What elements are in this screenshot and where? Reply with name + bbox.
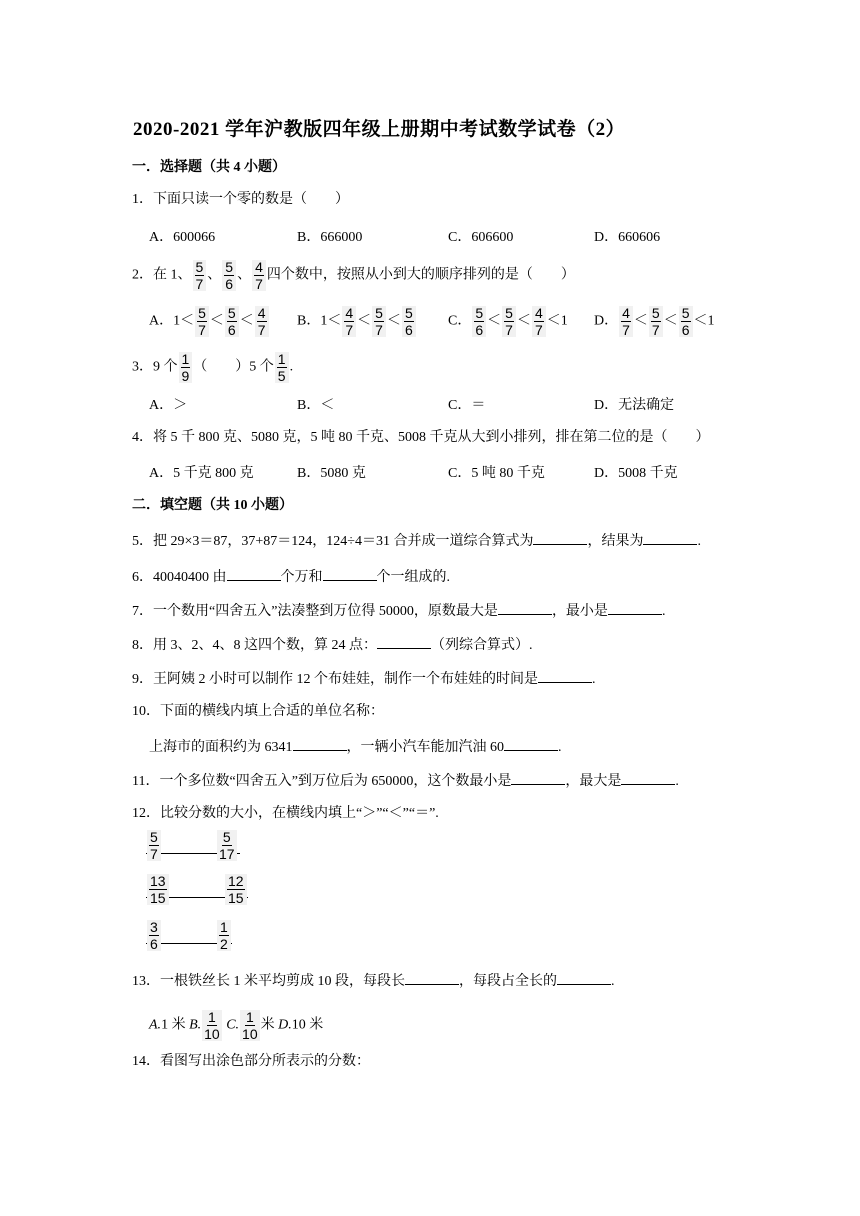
fraction: $\frac{13}{15}$ (147, 874, 169, 905)
q2-suffix: 四个数中，按照从小到大的顺序排列的是（ ） (266, 267, 575, 283)
question-1: 1．下面只读一个零的数是（ ） (132, 192, 349, 207)
answer-blank[interactable] (557, 970, 611, 985)
answer-blank[interactable] (533, 530, 587, 545)
answer-blank[interactable] (405, 970, 459, 985)
answer-blank[interactable] (293, 736, 347, 751)
fraction: $\frac{3}{6}$ (147, 920, 161, 951)
answer-blank[interactable] (323, 566, 377, 581)
compare-row-1 (146, 830, 256, 870)
q4-option-b[interactable]: B．5080 克 (297, 466, 366, 481)
q1-option-b[interactable]: B．666000 (297, 230, 363, 245)
fraction: $\frac{5}{6}$ (225, 306, 239, 337)
fraction: $\frac{1}{9}$ (179, 352, 193, 383)
fraction: $\frac{5}{7}$ (649, 306, 663, 337)
q1-option-d[interactable]: D．660606 (594, 230, 661, 245)
answer-blank[interactable] (227, 566, 281, 581)
fraction: $\frac{5}{17}$ (219, 829, 235, 862)
q2-option-d[interactable]: D． $\frac{4}{7}$ ＜ $\frac{5}{7}$ ＜ $\frac{5}{6}$ ＜1 (594, 305, 715, 338)
q2-option-c[interactable]: C． $\frac{5}{6}$ ＜ $\frac{5}{7}$ ＜ $\frac{4}{7}$ ＜1 (448, 305, 568, 338)
fraction: $\frac{1}{10}$ (204, 1009, 220, 1042)
question-13-options: A.1 米 B. $\frac{1}{10}$ C. $\frac{1}{10}$ 米 D.10 米 (149, 1009, 324, 1042)
question-10: 10．下面的横线内填上合适的单位名称： (132, 704, 384, 719)
fraction: $\frac{1}{2}$ (217, 920, 231, 951)
question-12: 12．比较分数的大小，在横线内填上“＞”“＜”“＝”. (132, 806, 439, 821)
fraction: $\frac{4}{7}$ (532, 306, 546, 337)
fraction: $\frac{1}{10}$ (242, 1009, 258, 1042)
question-5: 5．把 29×3＝87，37+87＝124，124÷4＝31 合并成一道综合算式为 ，结果为 . (132, 530, 701, 552)
answer-blank[interactable] (504, 736, 558, 751)
q3-option-a[interactable]: A．＞ (149, 398, 188, 413)
answer-blank[interactable] (608, 600, 662, 615)
fraction: $\frac{5}{6}$ (679, 306, 693, 337)
q4-option-a[interactable]: A．5 千克 800 克 (149, 466, 254, 481)
fraction: $\frac{5}{7}$ (195, 306, 209, 337)
question-7: 7．一个数用“四舍五入”法凑整到万位得 50000，原数最大是 ，最小是 . (132, 600, 665, 622)
q3-option-d[interactable]: D．无法确定 (594, 398, 675, 413)
question-3: 3．9 个 $\frac{1}{9}$ （ ）5 个 $\frac{1}{5}$ . (132, 351, 294, 384)
fraction: $\frac{5}{7}$ (372, 306, 386, 337)
question-14: 14．看图写出涂色部分所表示的分数： (132, 1054, 370, 1069)
question-6: 6．40040400 由 个万和 个一组成的. (132, 566, 450, 588)
answer-blank[interactable] (621, 770, 675, 785)
question-13: 13．一根铁丝长 1 米平均剪成 10 段，每段长 ，每段占全长的 . (132, 970, 615, 992)
section-heading-fill: 二．填空题（共 10 小题） (132, 498, 293, 513)
fraction: $\frac{5}{6}$ (472, 306, 486, 337)
q13-option-d-label[interactable]: D. (278, 1017, 292, 1033)
answer-blank[interactable] (377, 634, 431, 649)
q1-option-a[interactable]: A．600066 (149, 230, 216, 245)
answer-blank[interactable] (511, 770, 565, 785)
fraction: $\frac{4}{7}$ (619, 306, 633, 337)
fraction: $\frac{1}{5}$ (275, 352, 289, 383)
section-heading-choice: 一．选择题（共 4 小题） (132, 160, 286, 175)
fraction: $\frac{5}{7}$ (502, 306, 516, 337)
q13-option-b-label[interactable]: B. (189, 1017, 202, 1033)
fraction: $\frac{12}{15}$ (225, 874, 247, 905)
compare-row-2 (146, 874, 256, 914)
fraction: $\frac{5}{6}$ (222, 260, 236, 291)
fraction: $\frac{5}{7}$ (147, 830, 161, 861)
answer-blank[interactable] (643, 530, 697, 545)
question-9: 9．王阿姨 2 小时可以制作 12 个布娃娃，制作一个布娃娃的时间是 . (132, 668, 596, 690)
q3-option-c[interactable]: C．＝ (448, 398, 486, 413)
page-title: 2020-2021 学年沪教版四年级上册期中考试数学试卷（2） (133, 119, 626, 140)
question-2: 2．在 1、 $\frac{5}{7}$ 、 $\frac{5}{6}$ 、 $\frac{4}{7}$ 四个数中，按照从小到大的顺序排列的是（ ） (132, 259, 575, 292)
q2-prefix: 2．在 1、 (132, 267, 192, 283)
q2-option-a[interactable]: A．1＜ $\frac{5}{7}$ ＜ $\frac{5}{6}$ ＜ $\frac{4}{7}$ (149, 306, 270, 337)
q2-option-b[interactable]: B．1＜ $\frac{4}{7}$ ＜ $\frac{5}{7}$ ＜ $\frac{5}{6}$ (297, 306, 417, 337)
question-10-body: 上海市的面积约为 6341 ，一辆小汽车能加汽油 60 . (149, 736, 562, 758)
fraction: $\frac{4}{7}$ (252, 260, 266, 291)
answer-blank[interactable] (538, 668, 592, 683)
fraction: $\frac{4}{7}$ (342, 306, 356, 337)
q4-option-c[interactable]: C．5 吨 80 千克 (448, 466, 545, 481)
fraction: $\frac{5}{7}$ (193, 260, 207, 291)
q4-option-d[interactable]: D．5008 千克 (594, 466, 678, 481)
fraction: $\frac{4}{7}$ (255, 306, 269, 337)
fraction: $\frac{5}{6}$ (402, 306, 416, 337)
q3-option-b[interactable]: B．＜ (297, 398, 335, 413)
question-11: 11．一个多位数“四舍五入”到万位后为 650000，这个数最小是 ，最大是 . (132, 770, 679, 792)
question-8: 8．用 3、2、4、8 这四个数，算 24 点： （列综合算式）. (132, 634, 533, 656)
q1-option-c[interactable]: C．606600 (448, 230, 514, 245)
compare-row-3 (146, 920, 256, 960)
q13-option-c-label[interactable]: C. (226, 1017, 240, 1033)
answer-blank[interactable] (498, 600, 552, 615)
question-4: 4．将 5 千 800 克、5080 克，5 吨 80 千克、5008 千克从大到小排列，排在第二位的是（ ） (132, 430, 710, 445)
q13-option-a-label[interactable]: A. (149, 1017, 162, 1033)
